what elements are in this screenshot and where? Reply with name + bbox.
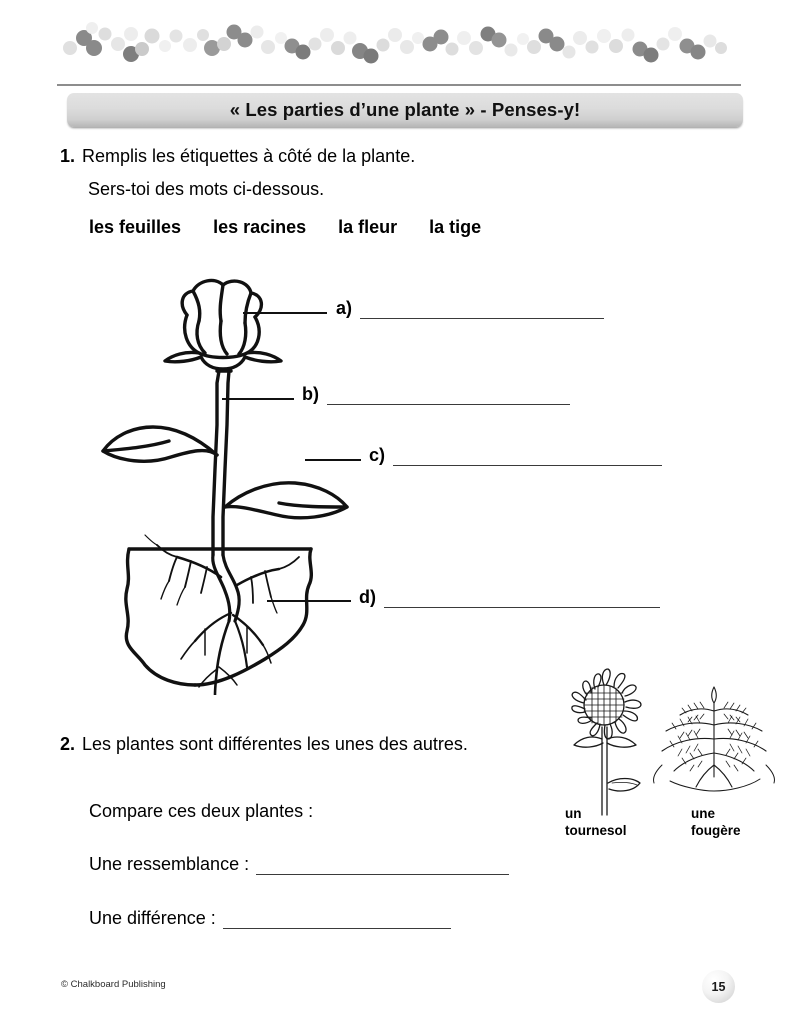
answer-blank-a[interactable]	[360, 305, 604, 319]
similarity-answer-blank[interactable]	[256, 861, 509, 875]
answer-row-c	[369, 446, 662, 466]
word-bank-item-racines: les racines	[213, 217, 307, 237]
answer-row-b	[302, 385, 570, 405]
sunflower-illustration	[572, 669, 641, 815]
decorative-dot-band	[0, 8, 791, 70]
caption-sunflower-line-2: tournesol	[565, 823, 627, 839]
question-2-compare-prompt: Compare ces deux plantes :	[89, 801, 314, 821]
leader-line-b	[222, 398, 294, 400]
question-1-number: 1.	[60, 146, 76, 166]
plant-diagram-illustration	[95, 255, 385, 695]
question-2-heading	[60, 734, 468, 755]
word-bank	[89, 217, 481, 238]
page-title: « Les parties d’une plante » - Penses-y!	[229, 99, 581, 120]
leader-line-a	[243, 312, 327, 314]
caption-sunflower	[565, 805, 627, 840]
footer-copyright: © Chalkboard Publishing	[61, 979, 166, 990]
answer-label-b: b)	[302, 384, 319, 404]
leader-line-c	[305, 459, 361, 461]
header-divider-rule	[57, 84, 741, 86]
flower-head	[165, 280, 281, 369]
word-bank-item-tige: la tige	[429, 217, 482, 237]
caption-fern-line-1: une	[691, 806, 716, 821]
leaf-lower-right	[225, 483, 347, 518]
page-number-badge: 15	[702, 970, 735, 1003]
answer-label-d: d)	[359, 587, 376, 607]
difference-prompt-label: Une différence :	[89, 908, 216, 928]
leader-line-d	[267, 600, 351, 602]
word-bank-item-feuilles: les feuilles	[89, 217, 182, 237]
answer-row-d	[359, 588, 660, 608]
answer-label-a: a)	[336, 298, 353, 318]
answer-row-a	[336, 299, 604, 319]
worksheet-title-banner	[67, 93, 743, 127]
answer-blank-b[interactable]	[327, 391, 570, 405]
root-system	[145, 535, 299, 695]
difference-answer-blank[interactable]	[223, 915, 451, 929]
question-2-similarity-row	[89, 855, 509, 875]
question-2-difference-row	[89, 909, 451, 929]
answer-label-c: c)	[369, 445, 386, 465]
caption-fern	[691, 805, 741, 840]
similarity-prompt-label: Une ressemblance :	[89, 854, 250, 874]
word-bank-item-fleur: la fleur	[338, 217, 398, 237]
leaf-upper-left	[103, 427, 217, 461]
question-1-instruction-line-2: Sers-toi des mots ci-dessous.	[88, 179, 325, 199]
question-1-heading	[60, 146, 415, 167]
caption-sunflower-line-1: un	[565, 806, 582, 821]
question-1-instruction-line-1: Remplis les étiquettes à côté de la plante.	[82, 146, 416, 166]
question-2-number: 2.	[60, 734, 76, 754]
fern-illustration	[653, 687, 774, 791]
question-2-instruction: Les plantes sont différentes les unes des autres.	[82, 734, 468, 754]
caption-fern-line-2: fougère	[691, 823, 741, 839]
answer-blank-c[interactable]	[393, 452, 662, 466]
answer-blank-d[interactable]	[384, 594, 660, 608]
